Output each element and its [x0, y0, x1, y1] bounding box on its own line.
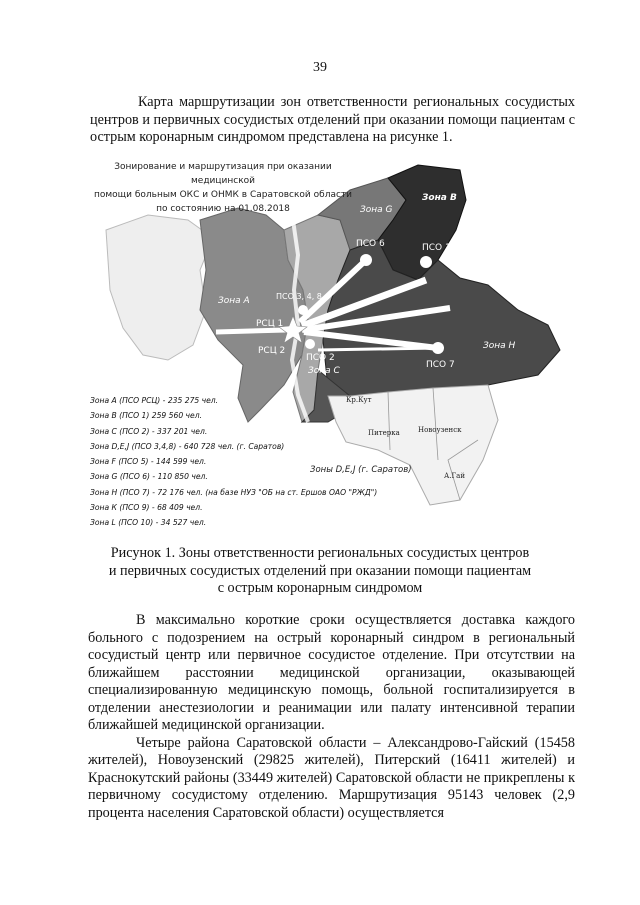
- node-pso7: [432, 342, 444, 354]
- label-zone-h: Зона Н: [483, 341, 516, 351]
- label-rsc1: РСЦ 1: [256, 319, 284, 329]
- legend-item: Зона А (ПСО РСЦ) - 235 275 чел.: [90, 396, 219, 405]
- label-town-krkut: Кр.Кут: [346, 396, 372, 404]
- label-zone-c: Зона С: [308, 366, 340, 376]
- figure-caption: [0, 545, 640, 598]
- label-pso348: ПСО 3, 4, 8: [276, 292, 322, 301]
- legend-item: Зона D,E,J (ПСО 3,4,8) - 640 728 чел. (г. Саратов): [90, 441, 285, 451]
- page-number: 39: [313, 60, 327, 75]
- map-header-line: Зонирование и маршрутизация при оказании медицинской: [114, 162, 332, 186]
- legend-item: Зона G (ПСО 6) - 110 850 чел.: [90, 472, 208, 482]
- legend-item: Зона Н (ПСО 7) - 72 176 чел. (на базе НУЗ "ОБ на ст. Ершов ОАО "РЖД"): [90, 487, 378, 497]
- map-header: [88, 160, 358, 216]
- legend-item: Зона К (ПСО 9) - 68 409 чел.: [90, 503, 203, 513]
- node-pso2: [305, 339, 315, 349]
- body-paragraph: Четыре района Саратовской области – Александрово-Гайский (15458 жителей), Новоузенский (29825 жителей), Питерский (16411 жителей) и Краснокутский районы (33449 жителей) Саратовской области не прикреплены к первичному сосудистому отделению. Маршрутизация 95143 человек (2,9 процента населения Саратовской области) осуществляется: [88, 734, 575, 821]
- caption-line: с острым коронарным синдромом: [217, 580, 423, 596]
- label-zones-def: Зоны D,E,J (г. Саратов): [310, 465, 412, 475]
- node-pso1: [420, 256, 432, 268]
- label-zone-b: Зона В: [422, 193, 457, 203]
- caption-line: Рисунок 1. Зоны ответственности региональных сосудистых центров: [110, 545, 530, 561]
- map-header-line: помощи больным ОКС и ОНМК в Саратовской области: [93, 190, 353, 200]
- label-zone-g: Зона G: [360, 205, 393, 215]
- label-town-novouzensk: Новоузенск: [418, 426, 462, 434]
- legend-item: Зона L (ПСО 10) - 34 527 чел.: [90, 518, 207, 528]
- label-town-piterka: Питерка: [368, 429, 400, 437]
- label-pso2: ПСО 2: [306, 353, 335, 363]
- label-town-algai: А.Гай: [444, 472, 465, 480]
- zone-unassigned-west: [106, 215, 213, 360]
- body-paragraph: В максимально короткие сроки осуществляется доставка каждого больного с подозрением на острый коронарный синдром в региональный сосудистый центр или первичное сосудистое отделение. При отсутствии на ближайшем расстоянии медицинской организации, оказывающей специализированную медицинскую помощь, больной госпитализируется в отделении анестезиологии и реанимации или палату интенсивной терапии ближайшей медицинской организации.: [88, 612, 575, 733]
- label-zone-a: Зона А: [218, 296, 250, 306]
- map-header-line: по состоянию на 01.08.2018: [156, 204, 290, 214]
- legend-item: Зона В (ПСО 1) 259 560 чел.: [90, 411, 202, 421]
- label-rsc2: РСЦ 2: [258, 346, 286, 356]
- label-pso7: ПСО 7: [426, 360, 455, 370]
- node-pso348: [298, 305, 308, 315]
- label-pso6: ПСО 6: [356, 239, 385, 249]
- body-text: [88, 612, 575, 822]
- caption-line: и первичных сосудистых отделений при оказании помощи пациентам: [108, 562, 532, 579]
- legend-item: Зона F (ПСО 5) - 144 599 чел.: [90, 457, 207, 467]
- node-pso6: [360, 254, 372, 266]
- intro-paragraph: Карта маршрутизации зон ответственности региональных сосудистых центров и первичных сосудистых отделений при оказании помощи пациентам с острым коронарным синдромом представлена на рисунке 1.: [90, 94, 575, 145]
- figure-map: [88, 160, 568, 528]
- legend-item: Зона С (ПСО 2) - 337 201 чел.: [90, 426, 208, 436]
- label-pso1: ПСО 1: [422, 243, 451, 253]
